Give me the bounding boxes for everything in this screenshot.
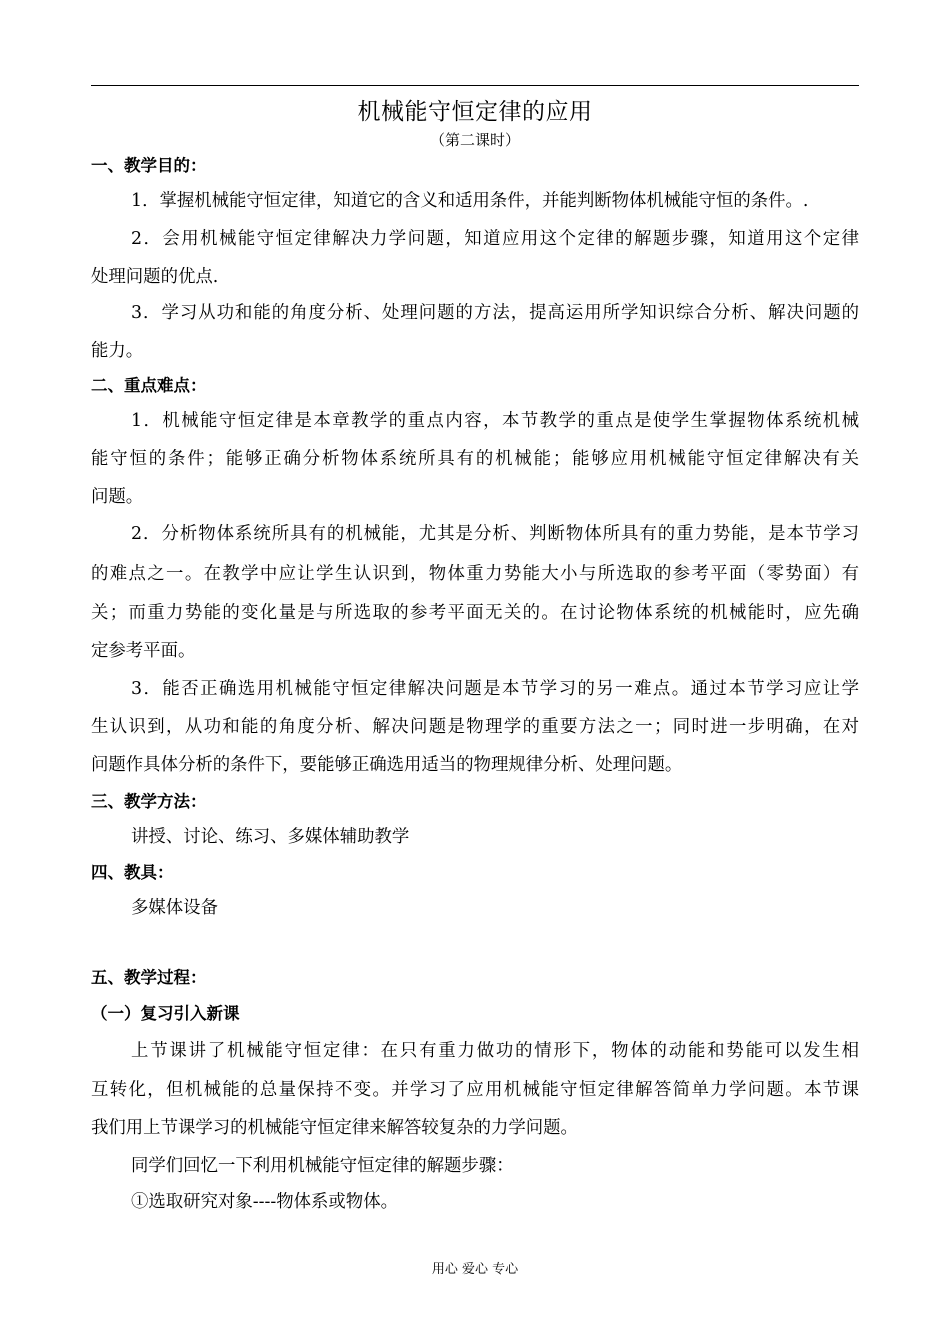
paragraph-line: 问题作具体分析的条件下，要能够正确选用适当的物理规律分析、处理问题。 — [91, 755, 683, 775]
paragraph-line: 问题。 — [91, 487, 144, 507]
document-subtitle: （第二课时） — [429, 131, 520, 149]
paragraph-line: 生认识到，从功和能的角度分析、解决问题是物理学的重要方法之一；同时进一步明确，在对 — [91, 717, 859, 737]
subsection-heading-review: （一）复习引入新课 — [91, 1004, 240, 1023]
document-title: 机械能守恒定律的应用 — [357, 99, 593, 125]
paragraph-line: 3．能否正确选用机械能守恒定律解决问题是本节学习的另一难点。通过本节学习应让学 — [131, 679, 859, 699]
paragraph-line: 上节课讲了机械能守恒定律：在只有重力做功的情形下，物体的动能和势能可以发生相 — [131, 1041, 859, 1061]
paragraph-line: 能力。 — [91, 341, 144, 361]
paragraph-line: 能守恒的条件；能够正确分析物体系统所具有的机械能；能够应用机械能守恒定律解决有关 — [91, 449, 859, 469]
section-heading-key-points: 二、重点难点： — [91, 376, 207, 395]
section-heading-methods: 三、教学方法： — [91, 792, 207, 811]
section-heading-process: 五、教学过程： — [91, 968, 207, 987]
page-footer: 用心 爱心 专心 — [431, 1262, 519, 1277]
paragraph-line: 3．学习从功和能的角度分析、处理问题的方法，提高运用所学知识综合分析、解决问题的 — [131, 303, 859, 323]
section-heading-objectives: 一、教学目的： — [91, 156, 207, 175]
paragraph-line: 2．分析物体系统所具有的机械能，尤其是分析、判断物体所具有的重力势能，是本节学习 — [131, 524, 859, 544]
section-heading-tools: 四、教具： — [91, 863, 174, 882]
paragraph-line: 定参考平面。 — [91, 641, 196, 661]
paragraph-line: 2．会用机械能守恒定律解决力学问题，知道应用这个定律的解题步骤，知道用这个定律 — [131, 229, 859, 249]
paragraph-line: 互转化，但机械能的总量保持不变。并学习了应用机械能守恒定律解答简单力学问题。本节课 — [91, 1080, 859, 1100]
paragraph-line: ①选取研究对象----物体系或物体。 — [131, 1192, 398, 1212]
paragraph-line: 处理问题的优点. — [91, 267, 219, 287]
paragraph-line: 的难点之一。在教学中应让学生认识到，物体重力势能大小与所选取的参考平面（零势面）有 — [91, 564, 859, 584]
header-rule — [91, 85, 859, 86]
paragraph-line: 我们用上节课学习的机械能守恒定律来解答较复杂的力学问题。 — [91, 1118, 578, 1138]
paragraph-line: 关；而重力势能的变化量是与所选取的参考平面无关的。在讨论物体系统的机械能时，应先确 — [91, 603, 859, 623]
paragraph-line: 1．机械能守恒定律是本章教学的重点内容，本节教学的重点是使学生掌握物体系统机械 — [131, 411, 859, 431]
paragraph-line: 同学们回忆一下利用机械能守恒定律的解题步骤： — [131, 1156, 514, 1176]
paragraph-line: 讲授、讨论、练习、多媒体辅助教学 — [131, 827, 410, 847]
paragraph-line: 多媒体设备 — [131, 898, 218, 918]
paragraph-line: 1．掌握机械能守恒定律，知道它的含义和适用条件，并能判断物体机械能守恒的条件。. — [131, 191, 809, 211]
